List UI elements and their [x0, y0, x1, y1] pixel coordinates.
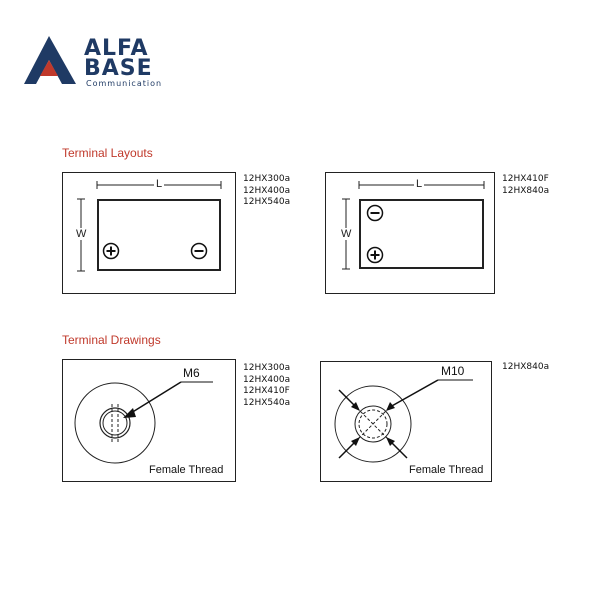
- positive-terminal-icon: [366, 246, 384, 264]
- thread-size-label: M10: [441, 364, 465, 378]
- layout-1-model-list: [243, 174, 290, 209]
- layout-2-model-list: [502, 174, 549, 197]
- drawing-1-model-list: [243, 363, 290, 409]
- model-name: 12HX540a: [243, 197, 291, 207]
- width-label: W: [76, 228, 87, 240]
- brand-name-line2: BASE: [84, 56, 153, 81]
- model-name: 12HX410F: [243, 386, 290, 396]
- alfa-base-logo-icon: [22, 34, 80, 86]
- negative-terminal-icon: [366, 204, 384, 222]
- layout-diagram-2: [325, 172, 495, 294]
- layout-diagram-1: [62, 172, 236, 294]
- model-name: 12HX840a: [502, 185, 550, 196]
- thread-type-caption: Female Thread: [149, 464, 224, 476]
- battery-top-outline: [97, 199, 221, 271]
- thread-type-caption: Female Thread: [409, 464, 484, 476]
- brand-name-line1: ALFA: [84, 36, 149, 61]
- model-name: 12HX540a: [243, 397, 291, 408]
- terminal-drawing-m6: [62, 359, 236, 482]
- positive-terminal-icon: [102, 242, 120, 260]
- negative-terminal-icon: [190, 242, 208, 260]
- brand-tagline: Communication: [86, 79, 163, 88]
- section-title-layouts: Terminal Layouts: [62, 146, 153, 160]
- model-name: 12HX300a: [243, 174, 291, 184]
- thread-size-label: M6: [183, 366, 200, 380]
- length-label: L: [156, 178, 163, 190]
- drawing-2-model-list: [502, 362, 549, 374]
- section-title-drawings: Terminal Drawings: [62, 333, 161, 347]
- model-name: 12HX400a: [243, 185, 291, 196]
- length-label: L: [416, 178, 423, 190]
- model-name: 12HX840a: [502, 362, 550, 372]
- model-name: 12HX410F: [502, 174, 549, 184]
- width-label: W: [341, 228, 352, 240]
- model-name: 12HX400a: [243, 374, 291, 385]
- terminal-drawing-m10: [320, 361, 492, 482]
- model-name: 12HX300a: [243, 363, 291, 373]
